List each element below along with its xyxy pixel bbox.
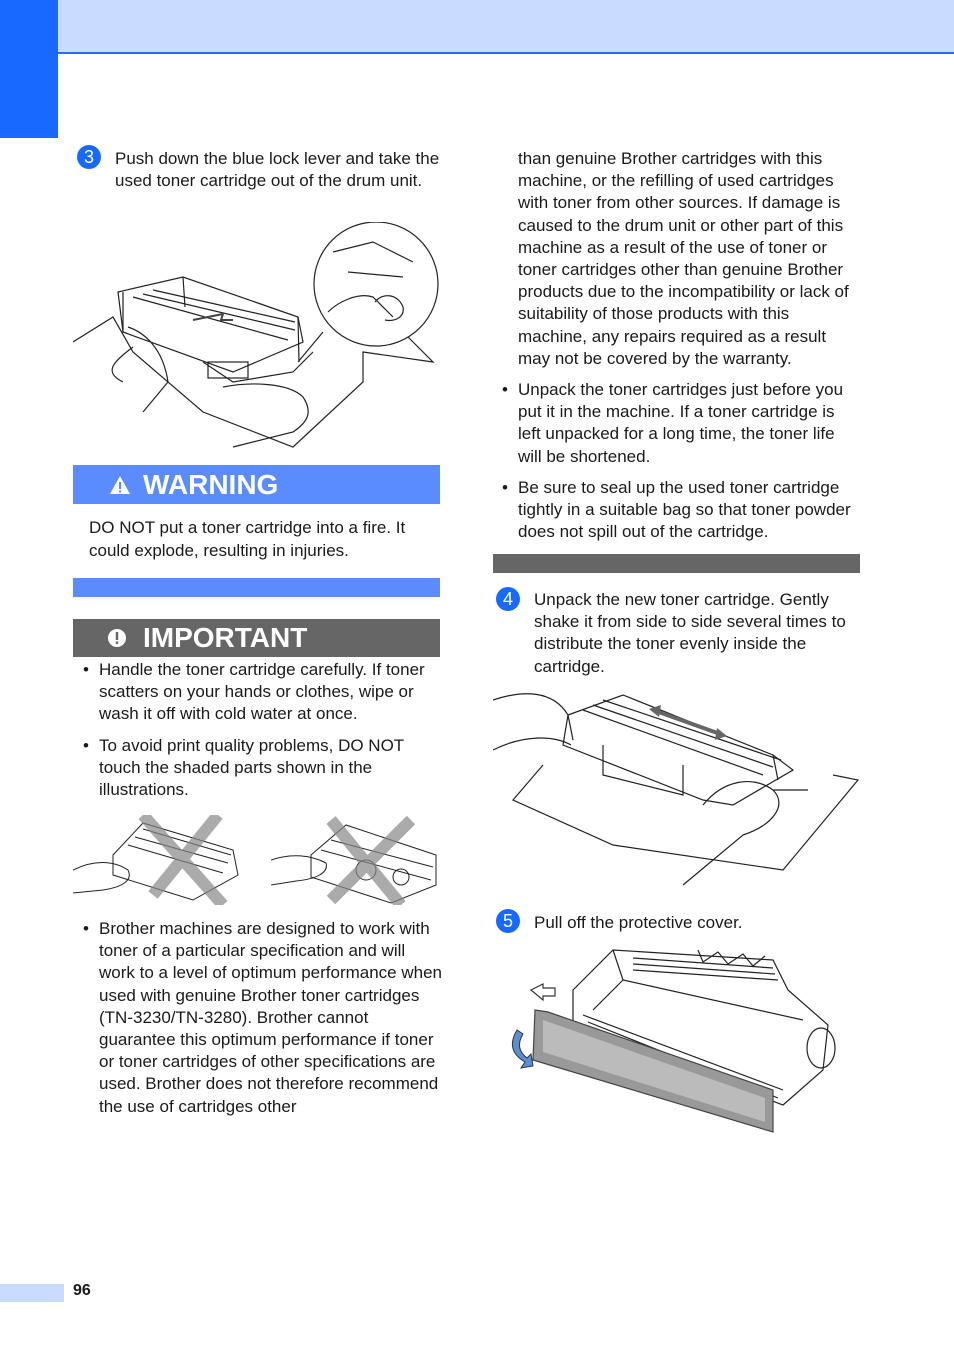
- step-3-badge: 3: [77, 145, 101, 169]
- important-bullet-list: [73, 659, 445, 810]
- remove-cover-illustration: [503, 940, 843, 1135]
- step-4-badge: 4: [496, 587, 520, 611]
- important-title: IMPORTANT: [143, 622, 308, 653]
- step-5-badge: 5: [496, 909, 520, 933]
- step-5-text: Pull off the protective cover.: [534, 913, 743, 932]
- right-bullet-list: [492, 379, 860, 552]
- remove-toner-illustration: [73, 222, 441, 452]
- list-item: • Handle the toner cartridge carefully. If toner scatters on your hands or clothes, wipe or wash it off with cold water at once.: [73, 659, 445, 726]
- footer-band: [0, 1284, 64, 1302]
- shake-toner-illustration: [493, 685, 859, 895]
- list-item: • Unpack the toner cartridges just before you put it in the machine. If a toner cartridge is left unpacked for a long time, the toner life will be shortened.: [492, 379, 860, 468]
- important-banner: [73, 619, 440, 657]
- warning-triangle-icon: [109, 475, 131, 495]
- important-bullet-list-continued: [73, 918, 445, 1127]
- list-item: • To avoid print quality problems, DO NOT touch the shaded parts shown in the illustrations.: [73, 735, 445, 802]
- page-number: 96: [73, 1282, 91, 1299]
- warning-title: WARNING: [143, 469, 279, 500]
- shaded-parts-illustration-left: [73, 815, 243, 905]
- important-end-bar: [493, 554, 860, 573]
- header-band: [58, 0, 954, 54]
- list-item: • Brother machines are designed to work with toner of a particular specification and will work to a level of optimum performance when used with genuine Brother toner cartridges (TN-3230/TN-3280). Brother cannot guarantee this optimum performance if toner or toner cartridges of other specifications are used. Brother does not therefore recommend the use of cartridges other: [73, 918, 445, 1118]
- chapter-tab: [0, 0, 58, 138]
- important-exclamation-icon: [107, 628, 127, 648]
- step-3-text: Push down the blue lock lever and take the used toner cartridge out of the drum unit.: [115, 149, 440, 191]
- shaded-parts-illustration-right: [271, 815, 441, 905]
- warning-banner: [73, 465, 440, 504]
- warning-text: DO NOT put a toner cartridge into a fire. It could explode, resulting in injuries.: [89, 518, 406, 560]
- warning-end-bar: [73, 578, 440, 597]
- list-item: • Be sure to seal up the used toner cartridge tightly in a suitable bag so that toner powder does not spill out of the cartridge.: [492, 477, 860, 544]
- step-4-text: Unpack the new toner cartridge. Gently shake it from side to side several times to distribute the toner evenly inside the cartridge.: [534, 590, 846, 676]
- important-continuation-text: than genuine Brother cartridges with this machine, or the refilling of used cartridges with toner from other sources. If damage is caused to the drum unit or other part of this machine as a result of the use of toner or toner cartridges other than genuine Brother products due to the incompatibility or lack of suitability of those products with this machine, any repairs required as a result may not be covered by the warranty.: [518, 149, 849, 368]
